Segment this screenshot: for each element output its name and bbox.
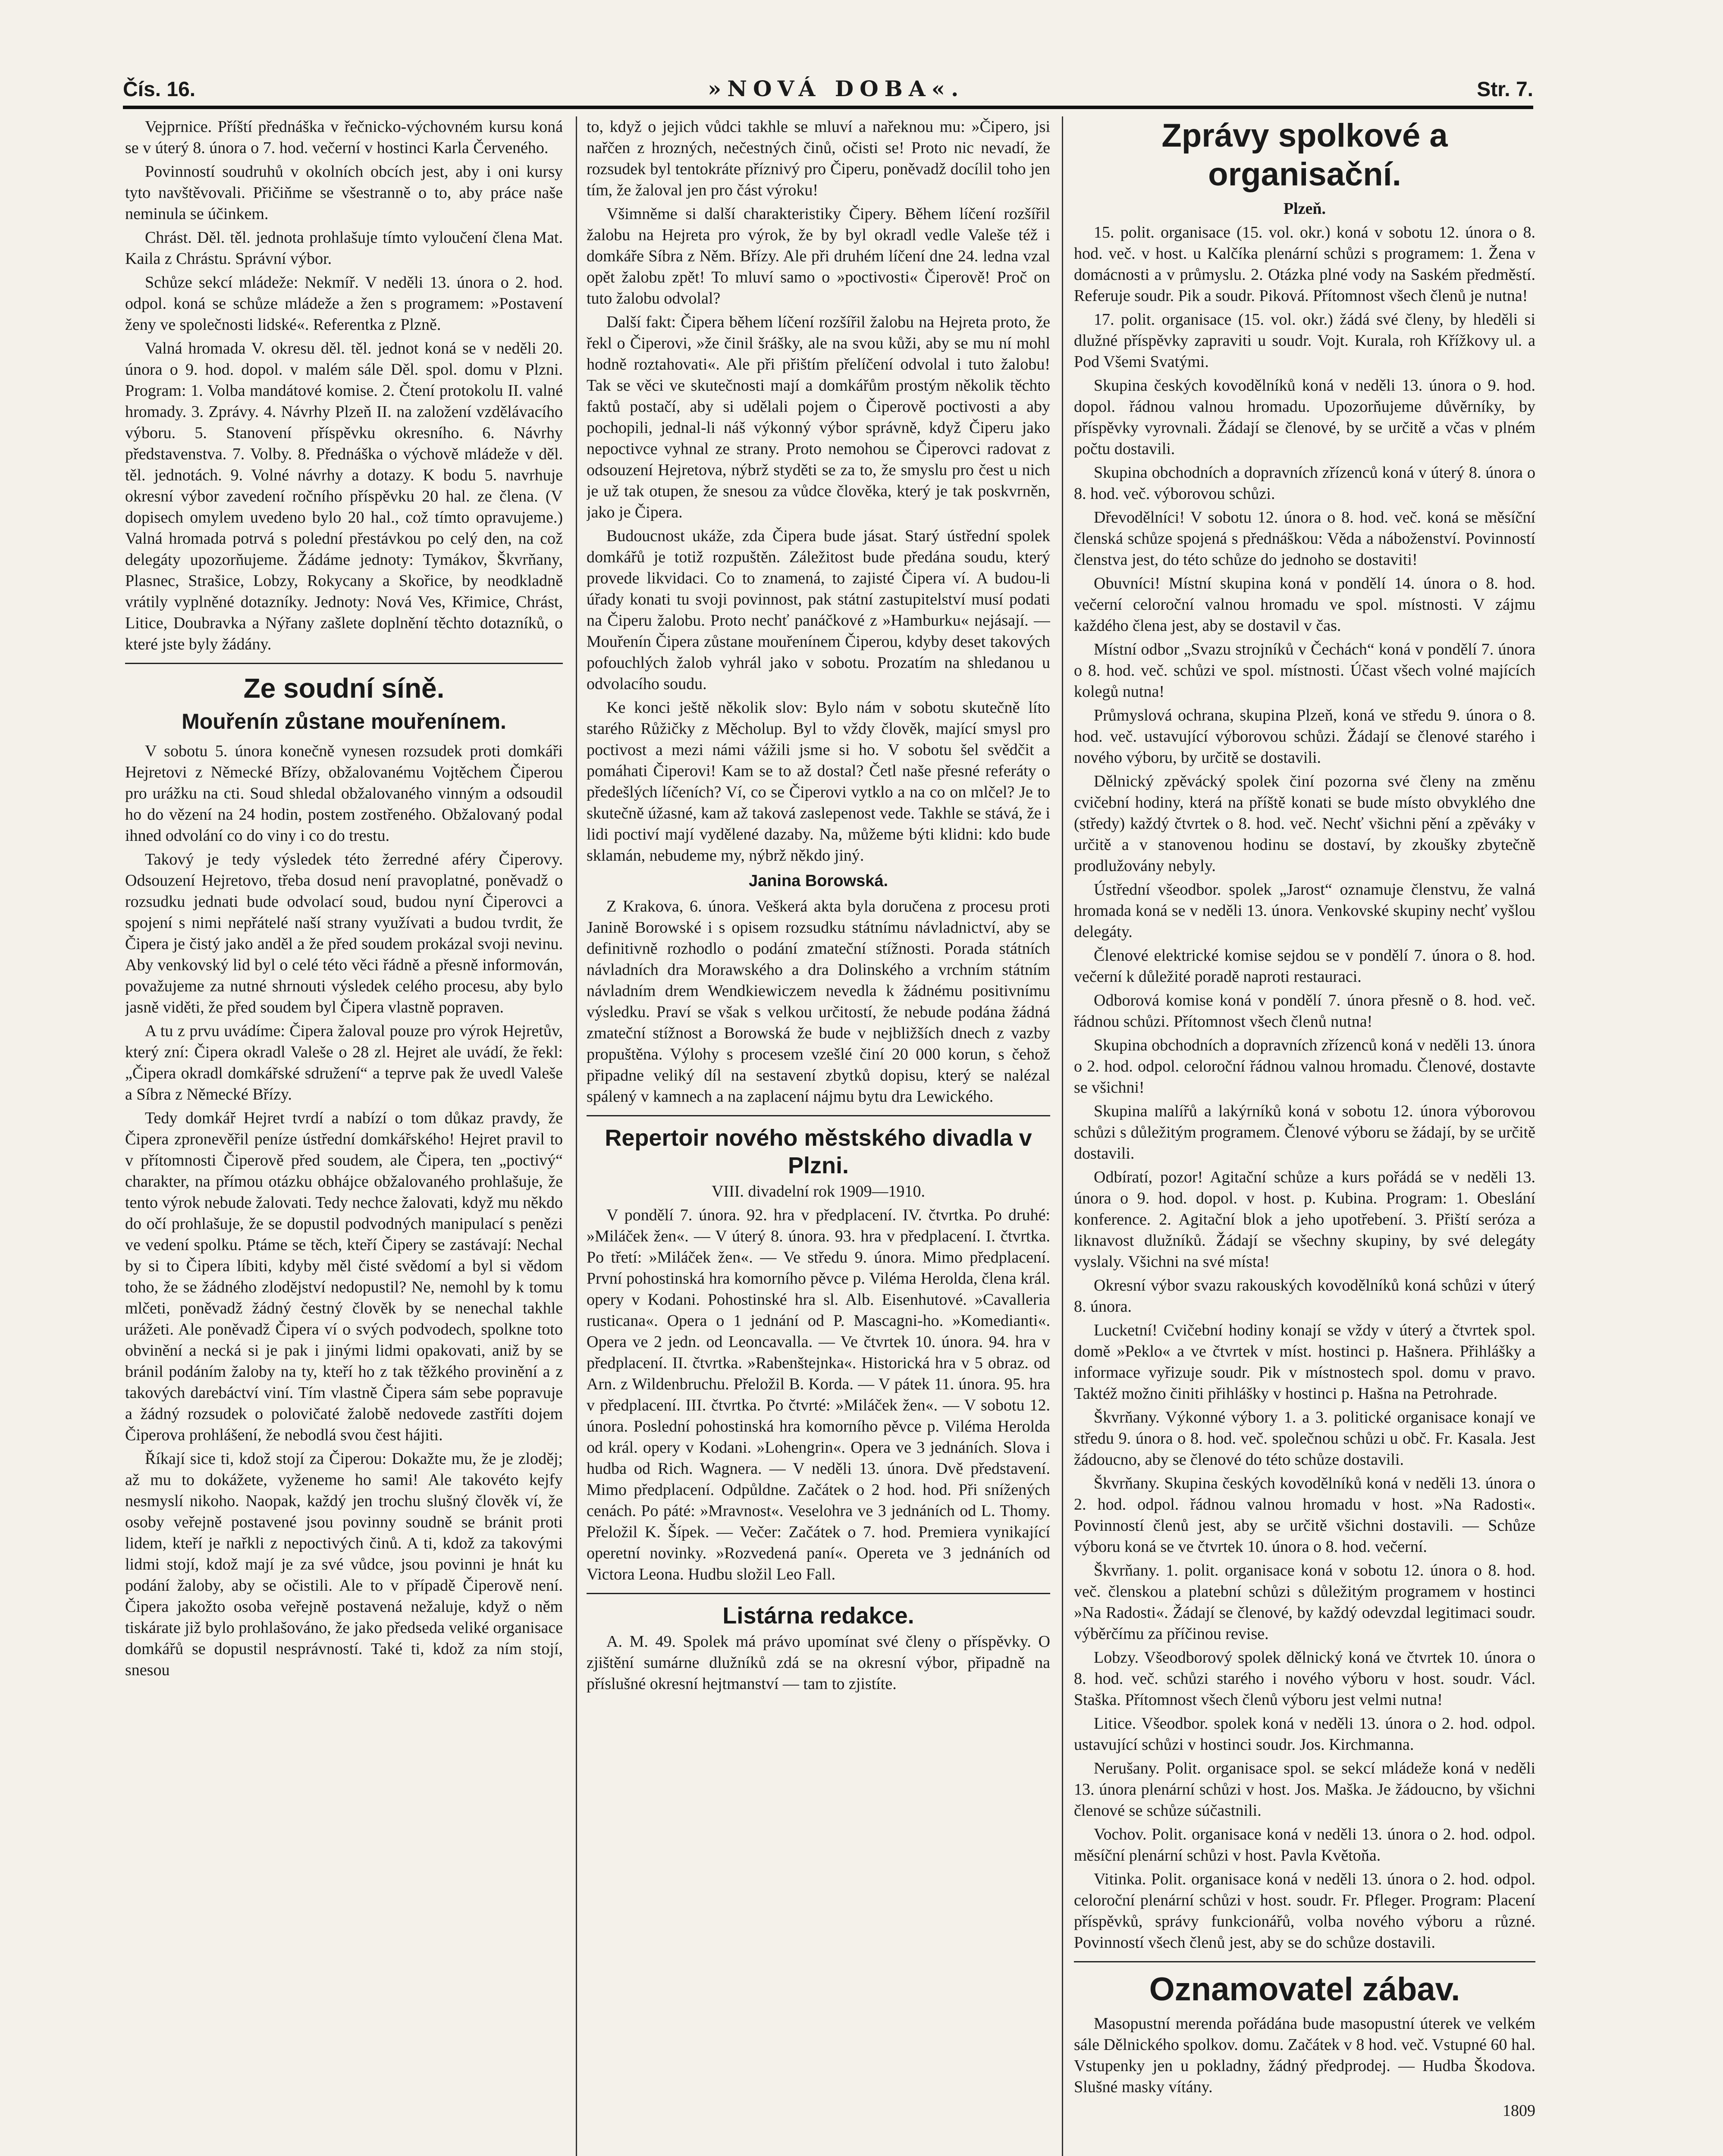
paragraph: to, když o jejich vůdci takhle se mluví a nařeknou mu: »Čipero, jsi nařčen z hrozných, nečestných činů, očisti se! Proto nic nevadí, že rozsudek byl tentokráte příznivý pro Čiperu, poněvadž docílil toho jen tím, že žaloval jen pro část výroku! (587, 118, 1050, 199)
paragraph: 15. polit. organisace (15. vol. okr.) koná v sobotu 12. února o 8. hod. več. v host. u Kalčíka plenární schůzi s programem: 1. Žena v domácnosti a v průmyslu. 2. Otázka plné vody na Saském předměstí. Referuje soudr. Pik a soudr. Piková. Přítomnost všech členů je nutna! (1074, 223, 1535, 305)
divider (125, 663, 563, 664)
paragraph: Místní odbor „Svazu strojníků v Čechách“ koná v pondělí 7. února o 8. hod. več. schůzi ve spol. místnosti. Účast všech volné majících kolegů nutna! (1074, 640, 1535, 701)
paragraph: Lobzy. Všeodborový spolek dělnický koná ve čtvrtek 10. února o 8. hod. več. schůzi starého i nového výboru v host. soudr. Václ. Staška. Přítomnost všech členů výboru jest velmi nutna! (1074, 1648, 1535, 1709)
paragraph: Nerušany. Polit. organisace spol. se sekcí mládeže koná v neděli 13. února plenární schůzi v host. Jos. Maška. Je žádoucno, by všichni členové se schůze súčastnili. (1074, 1759, 1535, 1820)
masthead: »NOVÁ DOBA«. (707, 76, 965, 101)
paragraph: Lucketní! Cvičební hodiny konají se vždy v úterý a čtvrtek spol. domě »Peklo« a ve čtvrtek v míst. hostinci p. Hašnera. Přihlášky a informace vyřizuje soudr. Pik v místnostech spol. domu v pravo. Taktéž možno činiti přihlášky v hostinci p. Hašna na Petrohrade. (1074, 1321, 1535, 1403)
paragraph: Odborová komise koná v pondělí 7. února přesně o 8. hod. več. řádnou schůzi. Přítomnost všech členů nutna! (1074, 991, 1535, 1031)
paragraph: Takový je tedy výsledek této žerredné aféry Čiperovy. Odsouzení Hejretovo, třeba dosud není pravoplatné, poněvadž o rozsudku jednati bude odvolací soud, budou nyní Čiperovci a spojení s nimi nepřátelé naší strany využívati a budou tvrdit, že Čipera je čistý jako anděl a že před soudem prokázal svoji nevinu. Aby venkovský lid byl o celé této věci řádně a přesně informován, považujeme za nutné shrnouti výsledek celého procesu, aby bylo jasně viděti, že před soudem byl Čipera vlastně popraven. (125, 850, 563, 1016)
paragraph: Průmyslová ochrana, skupina Plzeň, koná ve středu 9. února o 8. hod. več. ustavující výborovou schůzi. Žádají se členové starého i nového výboru, by určitě se dostavili. (1074, 706, 1535, 767)
paragraph: Další fakt: Čipera během líčení rozšířil žalobu na Hejreta proto, že řekl o Čiperovi, »že činil šrášky, ale na svou kůži, aby se mu ní mohl hodně roztahovati«. Ale při přištím přelíčení odvolal i tuto žalobu! Tak se věci ve skutečnosti mají a domkářům prostým několik těchto faktů postačí, aby si udělali pojem o Čiperově poctivosti a aby pochopili, jednal-li náš výkonný výbor správně, když Čiperu jako nepoctivce vyhnal ze strany. Proto nemohou se Čiperovci radovat z odsouzení Hejretova, nýbrž styděti se za to, že smyslu pro čest u nich je už tak otupen, že snesou za vůdce člověka, který je tak poskvrněn, jako je Čipera. (587, 313, 1050, 521)
paragraph: Budoucnost ukáže, zda Čipera bude jásat. Starý ústřední spolek domkářů je totiž rozpuštěn. Záležitost bude předána soudu, který provede likvidaci. Co to znamená, to zajisté Čipera ví. A budou-li úřady konati tu svoji povinnost, pak státní zastupitelství musí podati na Čiperu žalobu. Proto nechť panáčkové z »Hamburku« nejásají. — Mouřenín Čipera zůstane mouřenínem Čiperou, kdyby deset takových pofouchlých žalob vyhrál jako v sobotu. Prozatím na shledanou u odvolacího soudu. (587, 527, 1050, 693)
paragraph: Dělnický zpěvácký spolek činí pozorna své členy na změnu cvičební hodiny, která na příště konati se bude místo obvyklého dne (středy) každý čtvrtek o 8. hod. več. Nechť všichni pění a zpěváky v určitě a v stanovenou hodinu se dostaví, by zkoušky zbytečně prodlužovány nebyly. (1074, 772, 1535, 875)
column-1 (125, 116, 563, 2156)
section-title: Ze soudní síně. (243, 673, 445, 704)
paragraph: A tu z prvu uvádíme: Čipera žaloval pouze pro výrok Hejretův, který zní: Čipera okradl Valeše o 28 zl. Hejret ale uvádí, že řekl: „Čipera okradl domkářské sdružení“ a teprve pak že uvedl Valeše a Síbra z Německé Břízy. (125, 1022, 563, 1103)
paragraph: Škvrňany. Skupina českých kovodělníků koná v neděli 13. února o 2. hod. odpol. řádnou valnou hromadu v host. »Na Radosti«. Povinností členů jest, aby se určitě všichni dostavili. — Schůze výboru koná se ve čtvrtek 10. února o 8. hod. večerní. (1074, 1474, 1535, 1556)
paragraph: 17. polit. organisace (15. vol. okr.) žádá své členy, by hleděli si dlužné příspěvky zapraviti u soudr. Vojt. Kurala, roh Křížkovy ul. a Pod Všemi Svatými. (1074, 310, 1535, 371)
paragraph: V sobotu 5. února konečně vynesen rozsudek proti domkáři Hejretovi z Německé Břízy, obžalovanému Vojtěchem Čiperou pro urážku na cti. Soud shledal obžalovaného vinným a odsoudil ho do vězení na 24 hodin, postem zostřeného. Obžalovaný podal ihned odvolání co do viny i co do trestu. (125, 742, 563, 845)
paragraph: Skupina malířů a lakýrníků koná v sobotu 12. února výborovou schůzi s důležitým programem. Členové výboru se žádají, by se určitě dostavili. (1074, 1102, 1535, 1163)
paragraph: Masopustní merenda pořádána bude masopustní úterek ve velkém sále Dělnického spolkov. domu. Začátek v 8 hod. več. Vstupné 60 hal. Vstupenky jen u pokladny, žádný předprodej. — Hudba Škodova. Slušné masky vítány. (1074, 2015, 1535, 2096)
paragraph: Ústřední všeodbor. spolek „Jarost“ oznamuje členstvu, že valná hromada koná se v neděli 13. února. Venkovské skupiny nechť vyšlou delegáty. (1074, 881, 1535, 941)
paragraph: Všimněme si další charakteristiky Čipery. Během líčení rozšířil žalobu na Hejreta pro výrok, že by byl okradl vedle Valeše též i domkáře Síbra z Něm. Břízy. Ale při druhém líčení dne 24. ledna vzal opět žalobu zpět! To mluví samo o »poctivosti« Čiperově! Proč on tuto žalobu odvolal? (587, 205, 1050, 307)
column-rule (576, 116, 577, 2156)
paragraph: Vejprnice. Příští přednáška v řečnicko-výchovném kursu koná se v úterý 8. února o 7. hod. večerní v hostinci Karla Červeného. (125, 118, 563, 157)
paragraph: Z Krakova, 6. února. Veškerá akta byla doručena z procesu proti Janině Borowské i s opisem rozsudku státnímu návladnictví, aby se definitivně rozhodlo o podání zmateční stížnosti. Porada státních návladních dra Morawského a dra Dolinského a vrchním státním návladním drem Wendkiewiczem nevedla k žádnému positivnímu výsledku. Praví se však s velkou určitostí, že nebude podána žádná zmateční stížnost a Borowská že bude v nejbližších dnech z vazby propuštěna. Výlohy s procesem vzešlé činí 20 000 korun, s čehož připadne veliký díl na sestavení zbytků dopisu, který se nalézal spálený v kamnech a na zaplacení nájmu bytu dra Lewického. (587, 897, 1050, 1106)
paragraph: Litice. Všeodbor. spolek koná v neděli 13. února o 2. hod. odpol. ustavující schůzi v hostinci soudr. Jos. Kirchmanna. (1074, 1714, 1535, 1754)
divider (587, 1593, 1050, 1594)
section-title: Repertoir nového městského divadla v Plzni. (605, 1125, 1032, 1178)
paragraph: Dřevodělníci! V sobotu 12. února o 8. hod. več. koná se měsíční členská schůze spojená s přednáškou: Věda a náboženství. Povinností členstva jest, do této schůze do jednoho se dostaviti! (1074, 508, 1535, 569)
ad-number: 1809 (1503, 2102, 1535, 2120)
paragraph: Valná hromada V. okresu děl. těl. jednot koná se v neděli 20. února o 9. hod. dopol. v malém sále Děl. spol. domu v Plzni. Program: 1. Volba mandátové komise. 2. Čtení protokolu II. valné hromady. 3. Zprávy. 4. Návrhy Plzeň II. na založení vzdělávacího výboru. 5. Stanovení příspěvku okresního. 6. Návrhy představenstva. 7. Volby. 8. Přednáška o výchově mládeže v děl. těl. jednotách. 9. Volné návrhy a dotazy. K bodu 5. navrhuje okresní výbor zavedení ročního příspěvku 20 hal. ze člena. (V dopisech omylem uvedeno bylo 20 hal., což tímto opravujeme.) Valná hromada potrvá s polední přestávkou po celý den, na což delegáty upozorňujeme. Žádáme jednoty: Tymákov, Škvrňany, Plasnec, Strašice, Lobzy, Rokycany a Skořice, by neodkladně vrátily vyplněné dotazníky. Jednoty: Nová Ves, Křimice, Chrást, Litice, Doubravka a Nýřany zašlete doplnění těchto dotazníků, o které jste byly žádány. (125, 339, 563, 653)
section-subtitle: VIII. divadelní rok 1909—1910. (712, 1182, 925, 1200)
paragraph: Skupina českých kovodělníků koná v neděli 13. února o 9. hod. dopol. řádnou valnou hromadu. Upozorňujeme důvěrníky, by příspěvky vyrovnali. Žádají se členové, by se určitě a včas v plném počtu dostavili. (1074, 376, 1535, 458)
paragraph: Skupina obchodních a dopravních zřízenců koná v úterý 8. února o 8. hod. več. výborovou schůzi. (1074, 464, 1535, 503)
section-title: Oznamovatel zábav. (1149, 1971, 1460, 2008)
article-title: Mouřenín zůstane mouřenínem. (182, 709, 506, 733)
paragraph: Povinností soudruhů v okolních obcích jest, aby i oni kursy tyto navštěvovali. Přičiňme se všestranně o to, aby práce naše neminula se účinkem. (125, 163, 563, 223)
page-header (123, 65, 1533, 109)
column-rule (1062, 116, 1063, 2156)
column-3 (1074, 116, 1535, 2156)
section-title: Zprávy spolkové a organisační. (1161, 117, 1448, 193)
paragraph: Vitinka. Polit. organisace koná v neděli 13. února o 2. hod. odpol. celoroční plenární schůzi v host. soudr. Fr. Pfleger. Program: Placení příspěvků, správy funkcionářů, volba nového výboru a různé. Povinností všech členů jest, aby se do schůze dostavili. (1074, 1870, 1535, 1952)
paragraph: Odbíratí, pozor! Agitační schůze a kurs pořádá se v neděli 13. února o 9. hod. dopol. v host. p. Kubina. Program: 1. Obeslání konference. 2. Agitační blok a jeho upotřebení. 3. Přiští seróza a liknavost dlužníků. Žádají se všechny skupiny, by své delegáty vyslaly. Všichni na své místa! (1074, 1168, 1535, 1271)
article-title: Janina Borowská. (748, 872, 888, 890)
paragraph: Říkají sice ti, kdož stojí za Čiperou: Dokažte mu, že je zloděj; až mu to dokážete, vyženeme ho sami! Ale takovéto kejfy nesmyslí nikoho. Naopak, každý jen trochu slušný člověk ví, že osoby veřejně postavené jsou povinny soudně se bránit proti lidem, kteří je nařkli z nepoctivých činů. A ti, kdož za takovými lidmi stojí, kdož mají je za své vůdce, jsou povinni je hnát ku podání žaloby, aby se očistili. Ale to v případě Čiperově není. Čipera jakožto osoba veřejně postavená nežaluje, když o něm tiskárate již bylo prohlašováno, že jako předseda veliké organisace domkářů se dopustil nesprávností. Také ti, kdož za ním stojí, snesou (125, 1450, 563, 1679)
paragraph: Skupina obchodních a dopravních zřízenců koná v neděli 13. února o 2. hod. odpol. celoroční řádnou valnou hromadu. Členové, dostavte se všichni! (1074, 1036, 1535, 1097)
paragraph: Škvrňany. Výkonné výbory 1. a 3. politické organisace konají ve středu 9. února o 8. hod. več. společnou schůzi u obč. Fr. Kasala. Jest žádoucno, aby se členové do této schůze dostavili. (1074, 1408, 1535, 1469)
paragraph: A. M. 49. Spolek má právo upomínat své členy o příspěvky. O zjištění sumárne dlužníků zdá se na okresní výbor, připadně na příslušné okresní hejtmanství — tam to zjistíte. (587, 1633, 1050, 1693)
paragraph: Obuvníci! Místní skupina koná v pondělí 14. února o 8. hod. večerní celoroční valnou hromadu ve spol. místnosti. V zájmu každého člena jest, aby se dostavil v čas. (1074, 574, 1535, 635)
place-heading: Plzeň. (1283, 200, 1326, 218)
column-2 (587, 116, 1050, 2156)
page-number: Str. 7. (1477, 78, 1533, 101)
paragraph: Tedy domkář Hejret tvrdí a nabízí o tom důkaz pravdy, že Čipera zpronevěřil peníze ústřední domkářského! Hejret pravil to v přítomnosti Čiperově před soudem, ale Čipera, ten „poctivý“ charakter, na přímou otázku obhájce obžalovaného prohlašuje, že tento výrok nebude žalovati. Tedy nechce žalovati, když mu někdo do očí prohlašuje, že se dopustil podvodných manipulací s penězi ve vedení spolku. Ptáme se těch, kteří Čipery se zastávají: Nechal by si to Čipera líbiti, kdyby měl čisté svědomí a byl si vědom toho, že se žádného zlodějství nedopustil? Ne, nemohl by k tomu mlčeti, poněvadž žádný čestný člověk by se nenechal takhle urážeti. Ale poněvadž Čipera ví o svých podvodech, spolkne toto obvinění a necká si je pak i jinými lidmi opakovati, aniž by se bránil podáním žaloby na ty, kteří ho z tak těžkého provinění a z takových darebáctví viní. Tím vlastně Čipera sám sebe popravuje a žádný rozsudek o polovičaté žalobě nedovede zastříti dojem Čiperova prohlášení, že nebodlá svou čest hájiti. (125, 1109, 563, 1444)
paragraph: Členové elektrické komise sejdou se v pondělí 7. února o 8. hod. večerní k důležité poradě naproti restauraci. (1074, 946, 1535, 986)
paragraph: Vochov. Polit. organisace koná v neděli 13. února o 2. hod. odpol. měsíční plenární schůzi v host. Pavla Květoňa. (1074, 1825, 1535, 1865)
paragraph: Škvrňany. 1. polit. organisace koná v sobotu 12. února o 8. hod. več. členskou a platební schůzi s důležitým programem v hostinci »Na Radosti«. Žádají se členové, by každý odevzdal legitimaci soudr. výběrčímu za příčinou revise. (1074, 1561, 1535, 1643)
paragraph: Chrást. Děl. těl. jednota prohlašuje tímto vyloučení člena Mat. Kaila z Chrástu. Správní výbor. (125, 229, 563, 268)
paragraph: Ke konci ještě několik slov: Bylo nám v sobotu skutečně líto starého Růžičky z Měcholup. Byl to vždy člověk, mající smysl pro poctivost a mezi námi vážili jsme si ho. V sobotu šel svědčit a pomáhati Čiperovi! Kam se to až dostal? Četl naše přesné referáty o předešlých líčeních? Ví, co se Čiperovi vytklo a na co on mlčel? Je to skutečně úžasné, kam až taková zaslepenost vede. Takhle se stává, že i lidi poctiví mají vydělené dazaby. Na, můžeme býti klidni: kdo bude sklamán, nebudeme my, nýbrž někdo jiný. (587, 699, 1050, 865)
paragraph: Okresní výbor svazu rakouských kovodělníků koná schůzi v úterý 8. února. (1074, 1276, 1535, 1316)
paragraph: Schůze sekcí mládeže: Nekmíř. V neděli 13. února o 2. hod. odpol. koná se schůze mládeže a žen s programem: »Postavení ženy ve společnosti lidské«. Referentka z Plzně. (125, 273, 563, 334)
divider (587, 1115, 1050, 1116)
paragraph: V pondělí 7. února. 92. hra v předplacení. IV. čtvrtka. Po druhé: »Miláček žen«. — V úterý 8. února. 93. hra v předplacení. I. čtvrtka. Po třetí: »Miláček žen«. — Ve středu 9. února. Mimo předplacení. První pohostinská hra komorního pěvce p. Viléma Herolda, člena král. opery v Kodani. Pohostinské hra sl. Alb. Eisenhutové. »Cavalleria rusticana«. Opera o 1 jednání od P. Mascagni-ho. »Komedianti«. Opera ve 2 jedn. od Leoncavalla. — Ve čtvrtek 10. února. 94. hra v předplacení. II. čtvrtka. »Rabenštejnka«. Historická hra v 5 obraz. od Arn. z Wildenbruchu. Přeložil B. Korda. — V pátek 11. února. 95. hra v předplacení. III. čtvrtka. Po čtvrté: »Miláček žen«. — V sobotu 12. února. Poslední pohostinská hra komorního pěvce p. Viléma Herolda od král. opery v Kodani. »Lohengrin«. Opera ve 3 jednáních. Slova i hudba od Rich. Wagnera. — V neděli 13. února. Dvě představení. Mimo předplacení. Odpůldne. Začátek o 2 hod. hod. Při snížených cenách. Po páté: »Mravnost«. Veselohra ve 3 jednáních od L. Thomy. Přeložil K. Šípek. — Večer: Začátek o 7. hod. Premiera vynikající operetní novinky. »Rozvedená paní«. Opereta ve 3 jednáních od Victora Leona. Hudbu složil Leo Fall. (587, 1206, 1050, 1583)
divider (1074, 1961, 1535, 1962)
section-title: Listárna redakce. (722, 1603, 914, 1629)
issue-number: Čís. 16. (123, 78, 196, 101)
